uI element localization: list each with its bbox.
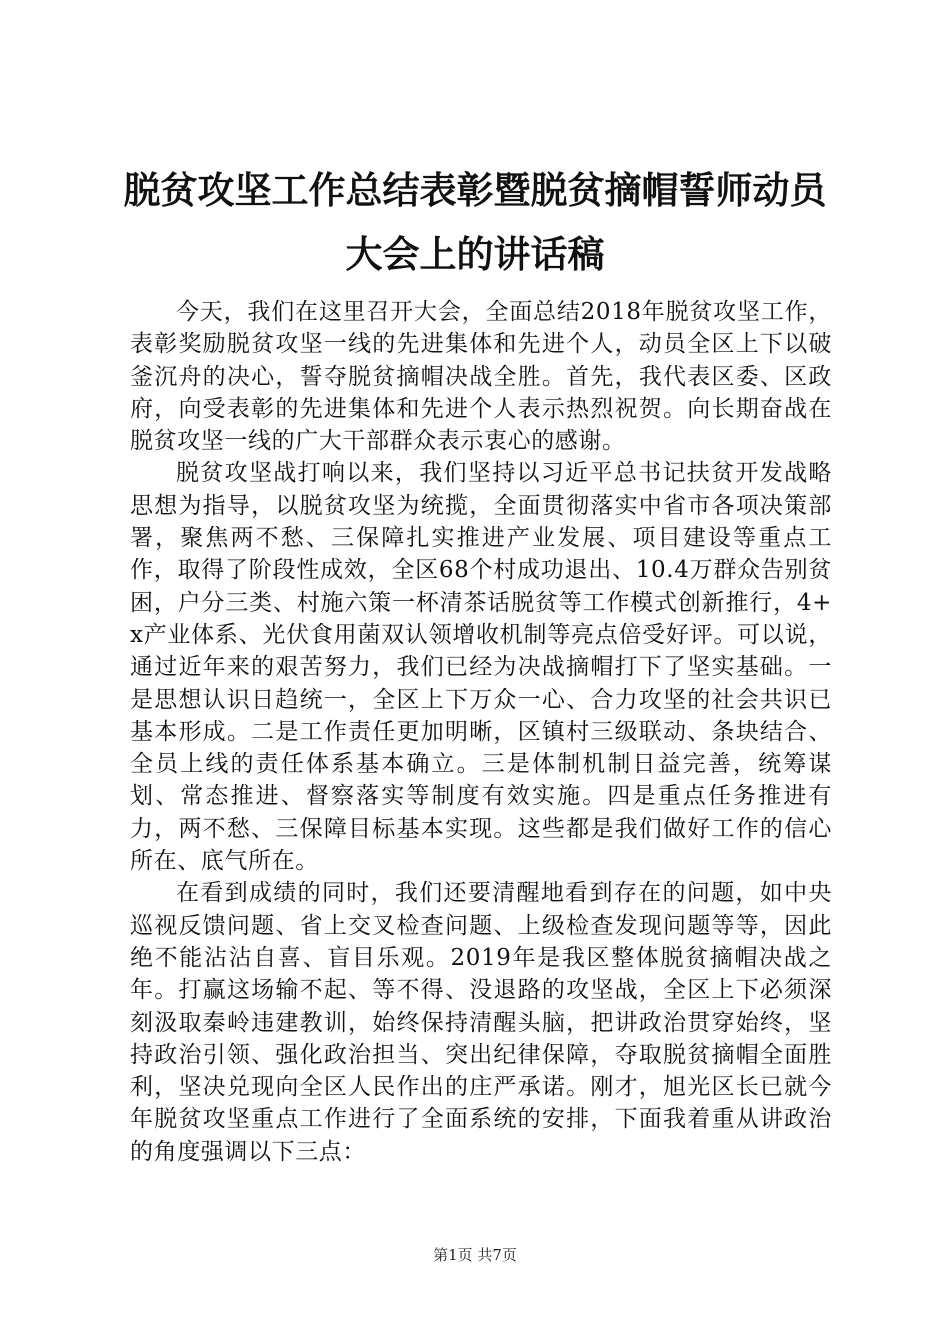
paragraph-opening: 今天，我们在这里召开大会，全面总结2018年脱贫攻坚工作，表彰奖励脱贫攻坚一线的先进集体和先进个人，动员全区上下以破釜沉舟的决心，誓夺脱贫摘帽决战全胜。首先，我代表区委、区政府，向受表彰的先进集体和先进个人表示热烈祝贺。向长期奋战在脱贫攻坚一线的广大干部群众表示衷心的感谢。 <box>130 299 832 455</box>
document-title: 脱贫攻坚工作总结表彰暨脱贫摘帽誓师动员大会上的讲话稿 <box>123 168 827 276</box>
document-body <box>130 296 832 1168</box>
paragraph-achievements: 脱贫攻坚战打响以来，我们坚持以习近平总书记扶贫开发战略思想为指导，以脱贫攻坚为统揽，全面贯彻落实中省市各项决策部署，聚焦两不愁、三保障扎实推进产业发展、项目建设等重点工作，取得了阶段性成效，全区68个村成功退出、10.4万群众告别贫困，户分三类、村施六策一杯清茶话脱贫等工作模式创新推行，4+x产业体系、光伏食用菌双认领增收机制等亮点倍受好评。可以说，通过近年来的艰苦努力，我们已经为决战摘帽打下了坚实基础。一是思想认识日趋统一，全区上下万众一心、合力攻坚的社会共识已基本形成。二是工作责任更加明晰，区镇村三级联动、条块结合、全员上线的责任体系基本确立。三是体制机制日益完善，统筹谋划、常态推进、督察落实等制度有效实施。四是重点任务推进有力，两不愁、三保障目标基本实现。这些都是我们做好工作的信心所在、底气所在。 <box>130 460 832 875</box>
page-number-footer: 第1页 共7页 <box>433 1246 517 1264</box>
paragraph-problems: 在看到成绩的同时，我们还要清醒地看到存在的问题，如中央巡视反馈问题、省上交叉检查问题、上级检查发现问题等等，因此绝不能沾沾自喜、盲目乐观。2019年是我区整体脱贫摘帽决战之年。打赢这场输不起、等不得、没退路的攻坚战，全区上下必须深刻汲取秦岭违建教训，始终保持清醒头脑，把讲政治贯穿始终，坚持政治引领、强化政治担当、突出纪律保障，夺取脱贫摘帽全面胜利，坚决兑现向全区人民作出的庄严承诺。刚才，旭光区长已就今年脱贫攻坚重点工作进行了全面系统的安排，下面我着重从讲政治的角度强调以下三点： <box>130 880 832 1165</box>
